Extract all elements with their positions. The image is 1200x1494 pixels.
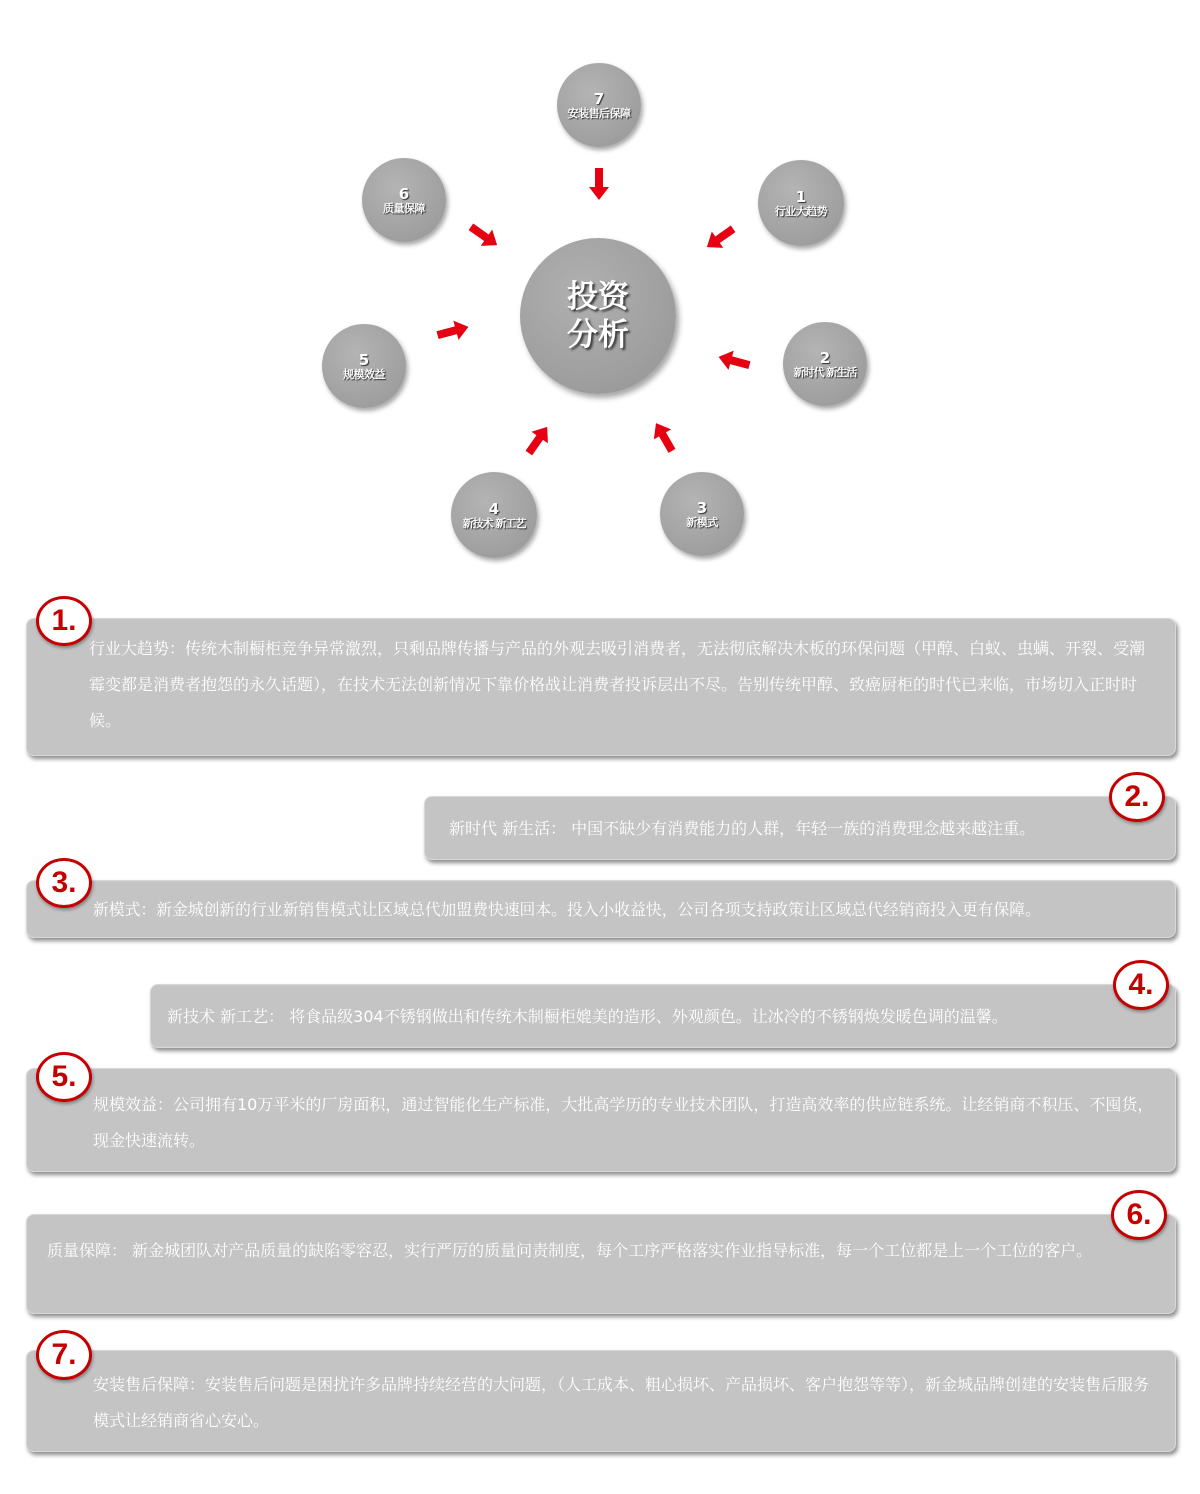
section-6-box (26, 1214, 1176, 1314)
section-2-box (424, 796, 1176, 860)
node-4-number: 4 (488, 499, 500, 518)
section-4-text: 新技术 新工艺： 将食品级304不锈钢做出和传统木制橱柜媲美的造形、外观颜色。让冰冷的不锈钢焕发暖色调的温馨。 (167, 1007, 1008, 1026)
node-3-number: 3 (696, 498, 708, 517)
arrow-5-icon (431, 309, 475, 353)
section-5-box (26, 1068, 1176, 1172)
node-5 (322, 324, 406, 408)
section-5-text: 规模效益：公司拥有10万平米的厂房面积，通过智能化生产标准，大批高学历的专业技术团队，打造高效率的供应链系统。让经销商不积压、不囤货，现金快速流转。 (93, 1095, 1154, 1150)
section-3-text: 新模式：新金城创新的行业新销售模式让区域总代加盟费快速回本。投入小收益快，公司各项支持政策让区域总代经销商投入更有保障。 (93, 900, 1041, 919)
section-1-badge: 1. (36, 596, 92, 646)
node-3 (660, 472, 744, 556)
node-5-number: 5 (358, 350, 370, 369)
arrow-3-icon (642, 415, 686, 459)
section-7-box (26, 1350, 1176, 1452)
center-node-investment-analysis (520, 238, 676, 394)
node-4 (451, 472, 537, 558)
arrow-2-icon (712, 339, 756, 383)
section-3-box (26, 880, 1176, 938)
node-4-label: 新技术 新工艺 (462, 516, 526, 530)
node-3-label: 新模式 (686, 515, 718, 529)
node-1 (758, 160, 844, 246)
center-line-2: 分析 (567, 317, 629, 353)
section-3-badge: 3. (36, 858, 92, 908)
node-2-number: 2 (819, 348, 831, 367)
section-1-box (26, 618, 1176, 756)
section-4-badge: 4. (1113, 960, 1169, 1010)
node-1-number: 1 (795, 187, 807, 206)
arrow-7-icon (577, 162, 621, 206)
node-6 (362, 158, 446, 242)
section-5-badge: 5. (36, 1052, 92, 1102)
node-2-label: 新时代 新生活 (793, 365, 857, 379)
node-7-number: 7 (593, 89, 605, 108)
arrow-6-icon (462, 214, 506, 258)
investment-analysis-diagram (0, 0, 1200, 580)
node-7-label: 安装售后保障 (567, 106, 631, 120)
node-5-label: 规模效益 (343, 367, 385, 381)
section-1-text: 行业大趋势：传统木制橱柜竞争异常激烈，只剩品牌传播与产品的外观去吸引消费者，无法彻底解决木板的环保问题（甲醇、白蚁、虫螨、开裂、受潮霉变都是消费者抱怨的永久话题），在技术无法创新情况下靠价格战让消费者投诉层出不尽。告别传统甲醇、致癌厨柜的时代已来临，市场切入正时时候。 (89, 639, 1146, 730)
center-line-1: 投资 (567, 279, 629, 315)
section-2-badge: 2. (1109, 772, 1165, 822)
node-1-label: 行业大趋势 (774, 204, 828, 218)
node-6-label: 质量保障 (383, 201, 425, 215)
section-7-text: 安装售后保障：安装售后问题是困扰许多品牌持续经营的大问题，（人工成本、粗心损坏、产品损坏、客户抱怨等等），新金城品牌创建的安装售后服务模式让经销商省心安心。 (93, 1375, 1150, 1430)
arrow-1-icon (698, 216, 742, 260)
section-7-badge: 7. (36, 1330, 92, 1380)
node-2 (783, 322, 867, 406)
section-6-text: 质量保障： 新金城团队对产品质量的缺陷零容忍，实行严厉的质量问责制度，每个工序严格落实作业指导标准，每一个工位都是上一个工位的客户。 (47, 1241, 1093, 1260)
section-4-box (150, 984, 1176, 1048)
section-2-text: 新时代 新生活： 中国不缺少有消费能力的人群，年轻一族的消费理念越来越注重。 (449, 819, 1036, 838)
node-7 (557, 63, 641, 147)
arrow-4-icon (516, 418, 560, 462)
node-6-number: 6 (398, 184, 410, 203)
section-6-badge: 6. (1111, 1190, 1167, 1240)
